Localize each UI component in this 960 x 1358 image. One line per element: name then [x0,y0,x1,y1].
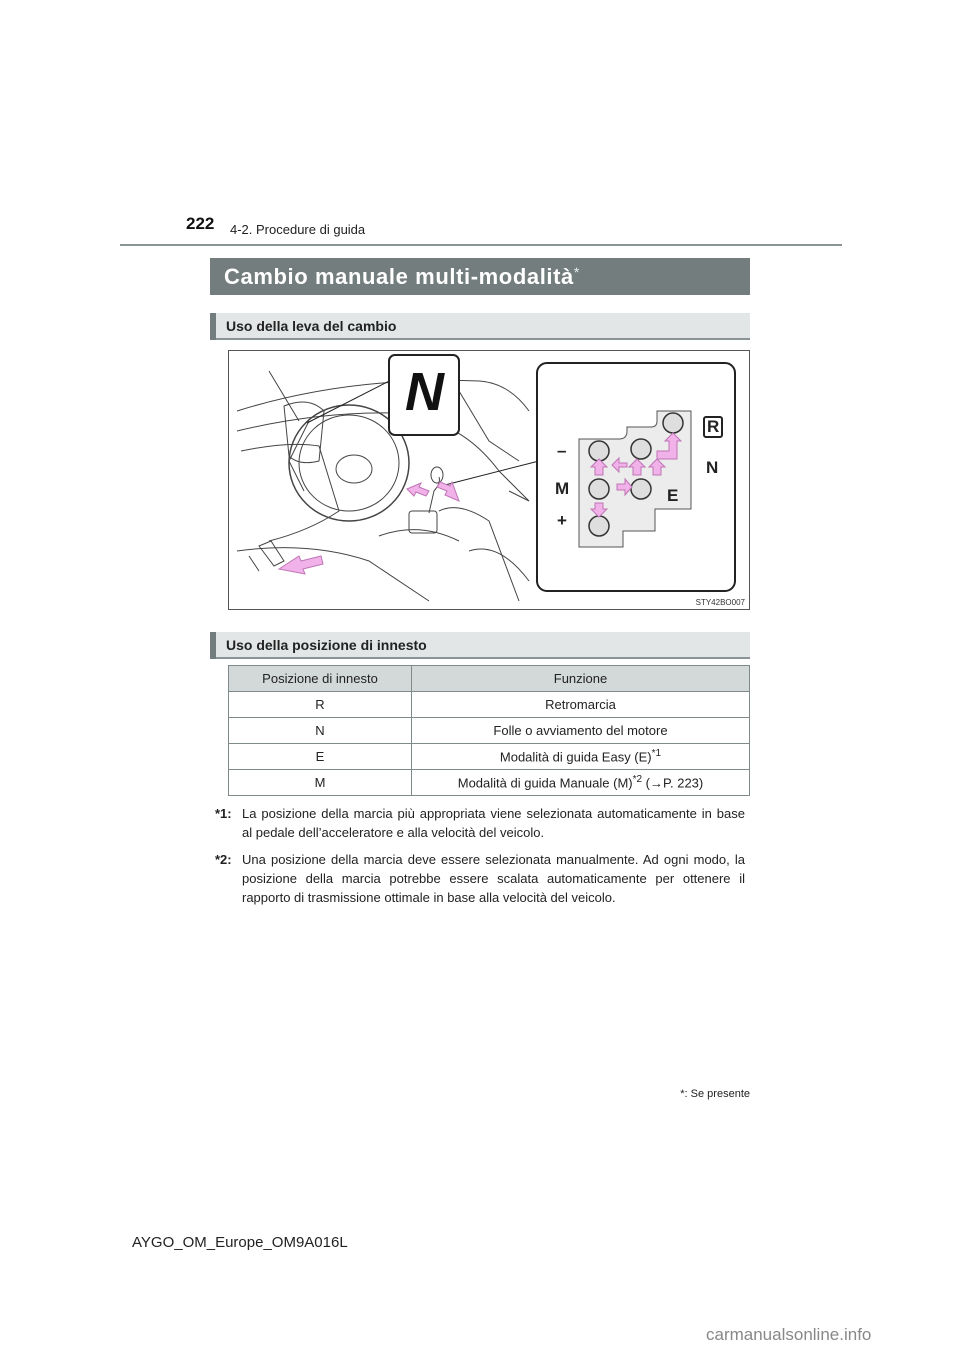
subsection-lever-label: Uso della leva del cambio [226,318,397,334]
table-row [229,718,750,744]
gate-label-n: N [706,458,719,477]
figure-code: STY42BO007 [695,598,745,607]
table-row [229,744,750,770]
gate-label-e: E [667,486,679,505]
table-cell-function: Retromarcia [412,692,750,718]
note-1 [215,804,745,842]
page-title-text: Cambio manuale multi-modalità [224,264,574,289]
table-row [229,770,750,796]
display-letter: N [405,362,446,422]
gate-label-minus: – [557,441,567,460]
table-row [229,692,750,718]
table-cell-position: M [229,770,412,796]
note-text: Una posizione della marcia deve essere selezionata manualmente. Ad ogni modo, la posizione della marcia potrebbe essere scalata automaticamente per ottenere il rapporto di trasmissione ottimale in base alla velocità del veicolo. [242,852,745,905]
car-interior-illustration [229,351,750,610]
subsection-lever [210,313,750,340]
watermark: carmanualsonline.info [706,1325,872,1344]
subsection-accent [210,632,216,659]
table-header-function: Funzione [412,666,750,692]
function-text: Modalità di guida Manuale (M) [457,775,633,791]
gear-position-table [228,665,750,796]
title-asterisk: * [573,264,580,280]
table-cell-function [412,744,750,770]
table-cell-function [412,770,750,796]
subsection-accent [210,313,216,340]
subsection-position [210,632,750,659]
page-title [224,264,580,290]
page-number: 222 [186,214,215,233]
header-rule [120,244,842,246]
footnote-ref: *1 [651,748,662,760]
gate-label-m: M [555,479,570,498]
table-cell-function: Folle o avviamento del motore [412,718,750,744]
table-cell-position: E [229,744,412,770]
page-reference: (→P. 223) [642,775,704,791]
function-text: Modalità di guida Easy (E) [499,749,652,765]
gate-label-r: R [703,416,723,438]
document-code: AYGO_OM_Europe_OM9A016L [132,1234,348,1251]
shift-lever-figure [228,350,750,610]
title-bar [210,258,750,295]
gate-label-plus: + [557,511,567,530]
note-text: La posizione della marcia più appropriata viene selezionata automaticamente in base al pedale dell’acceleratore e alla velocità del veicolo. [242,806,745,840]
table-header-position: Posizione di innesto [229,666,412,692]
availability-footnote: *: Se presente [680,1088,750,1100]
note-mark: *2: [215,852,232,867]
subsection-position-label: Uso della posizione di innesto [226,637,427,653]
note-mark: *1: [215,806,232,821]
footnote-ref: *2 [632,774,643,786]
table-header-row [229,666,750,692]
table-cell-position: N [229,718,412,744]
section-path: 4-2. Procedure di guida [230,222,366,237]
table-cell-position: R [229,692,412,718]
note-2 [215,850,745,907]
